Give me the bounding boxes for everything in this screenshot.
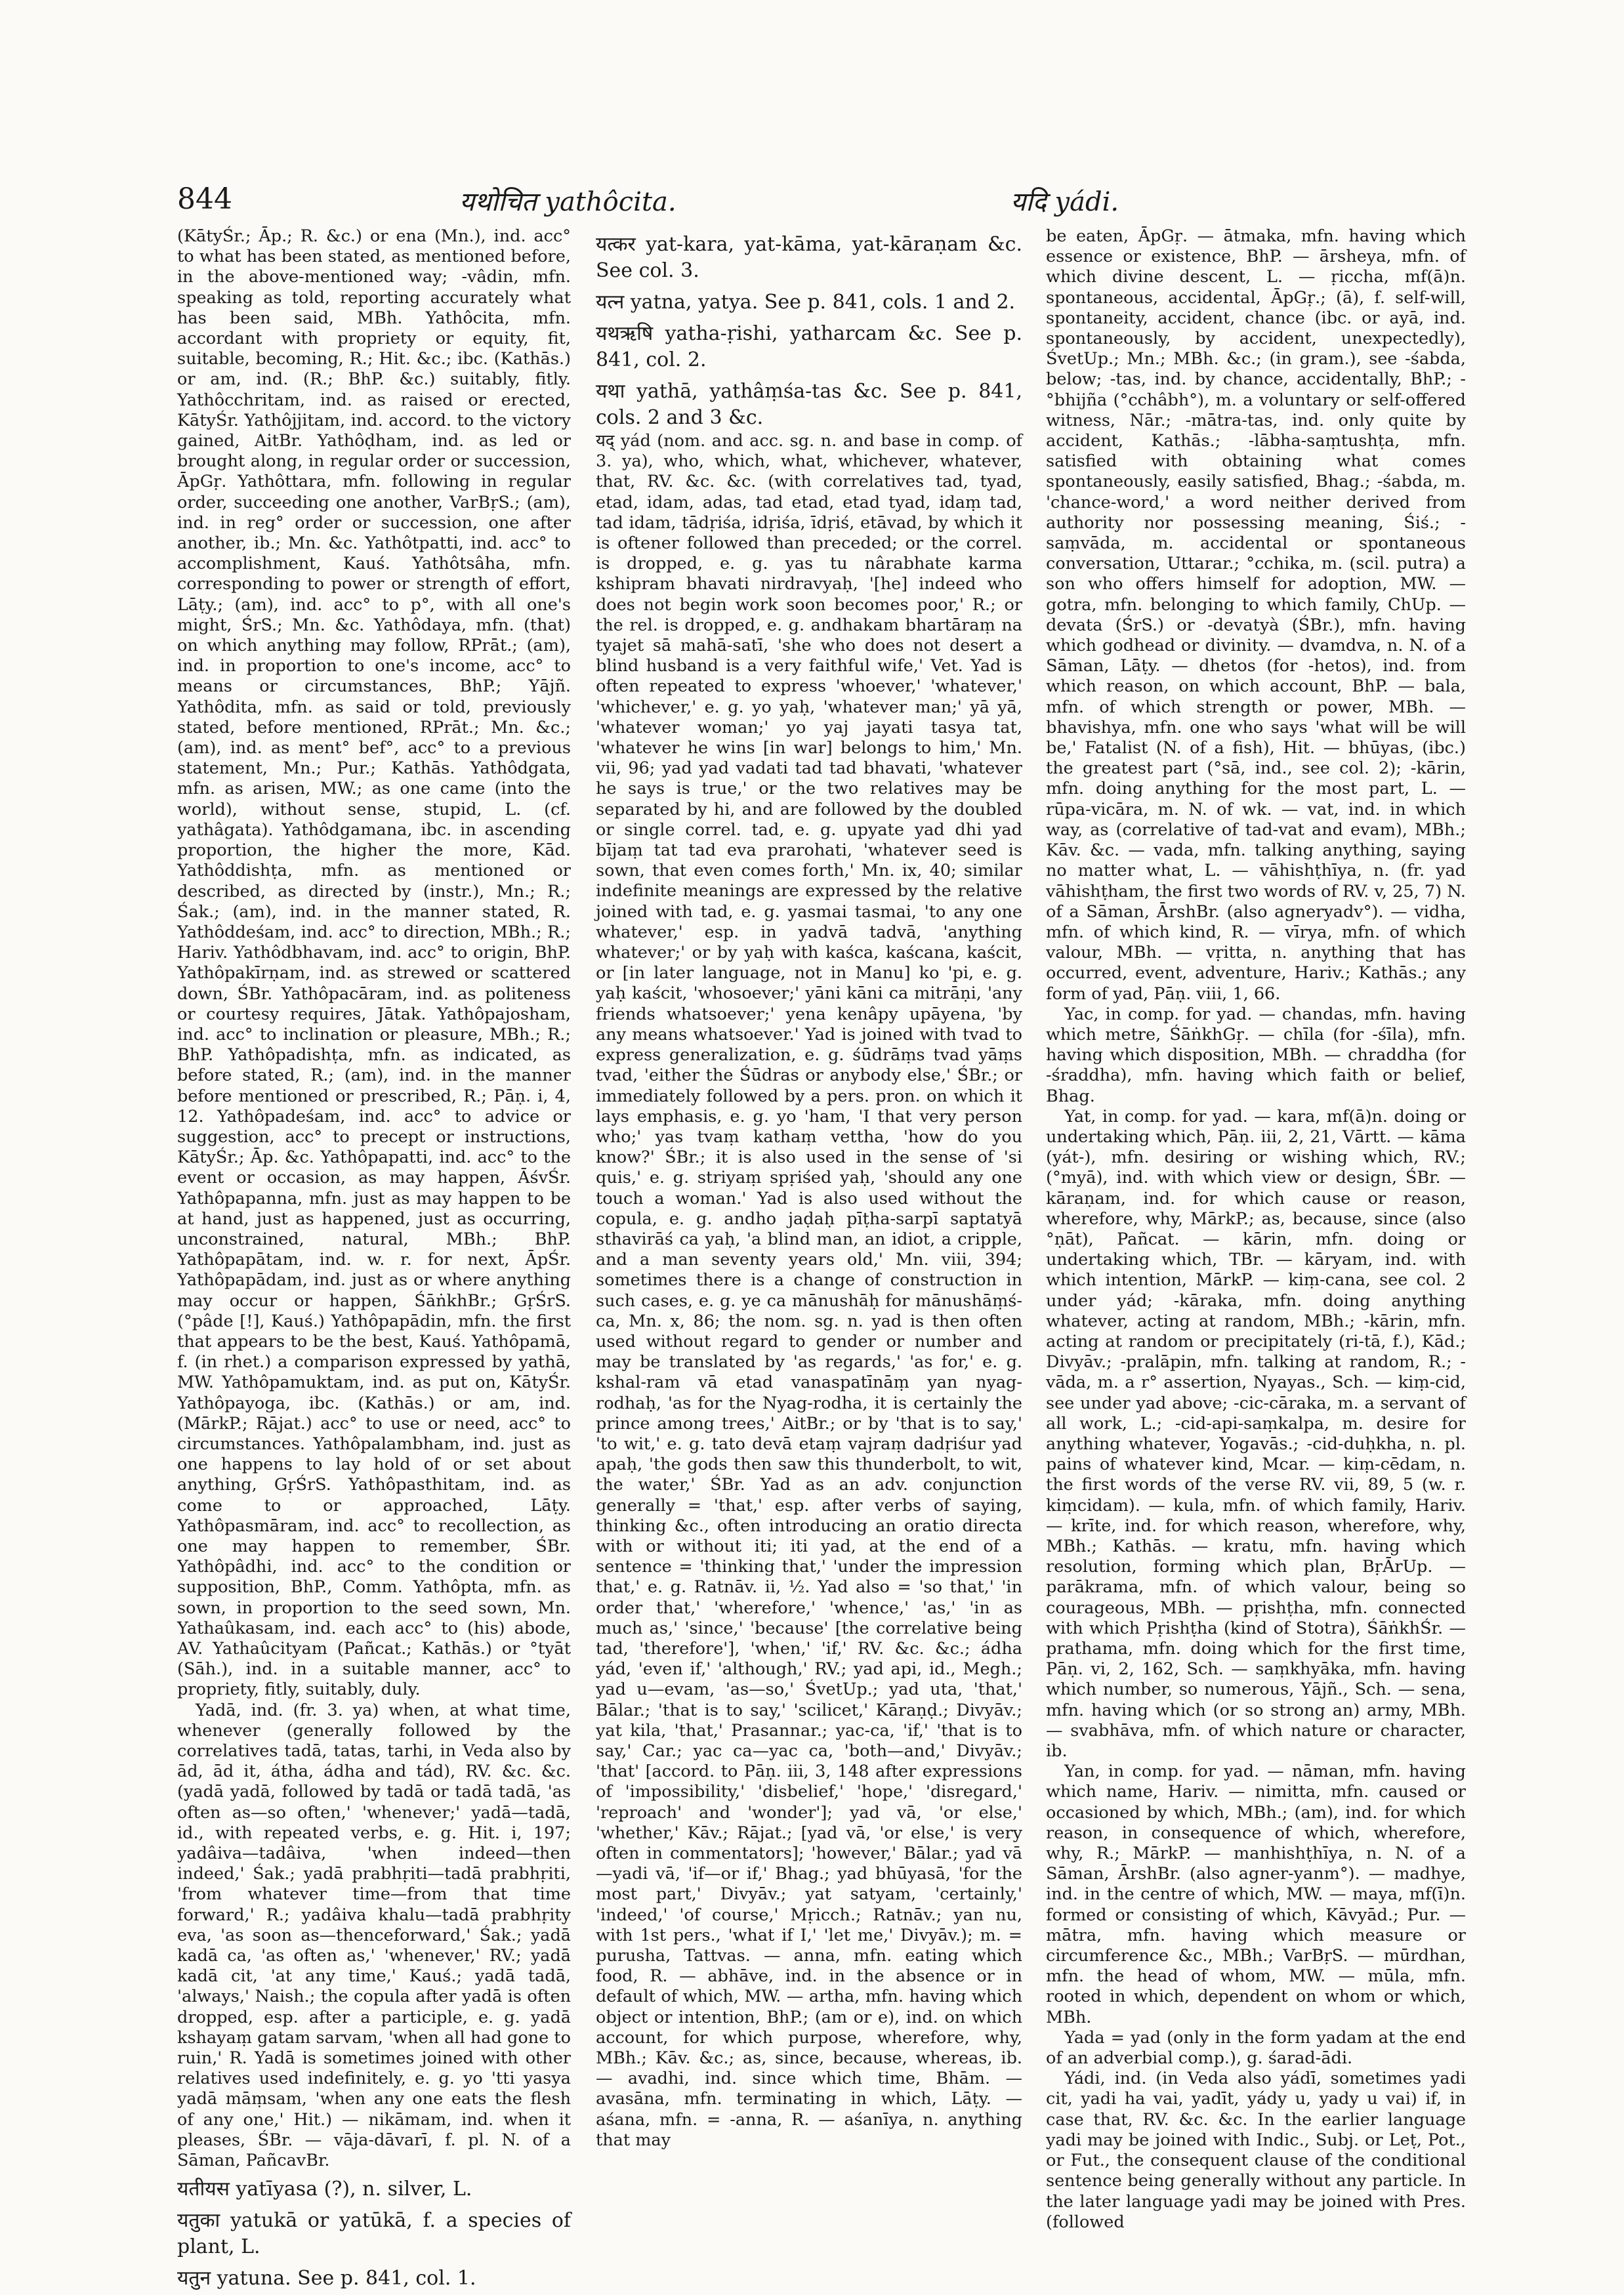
running-header xyxy=(177,177,1444,219)
entry-yadi: Yádi, ind. (in Veda also yádī, sometimes yadi cit, yadi ha vai, yadīt, yády u, yady u vai) if, in case that, RV. &c. &c. In the earlier language yadi may be joined with Indic., Subj. or Leṭ, Pot., or Fut., the consequent clause of the conditional sentence being generally without any particle. In the later language yadi may be joined with Pres. (followed xyxy=(1046,2069,1466,2232)
entry-yac: Yac, in comp. for yad. — chandas, mfn. having which metre, ŚāṅkhGṛ. — chīla (for -śīla), mfn. having which disposition, MBh. — chraddha (for -śraddha), mfn. having which faith or belief, Bhag. xyxy=(1046,1004,1466,1106)
entry-yan: Yan, in comp. for yad. — nāman, mfn. having which name, Hariv. — nimitta, mfn. caused or occasioned by which, MBh.; (am), ind. for which reason, in consequence of which, wherefore, why, R.; MārkP. — manhishṭhīya, n. N. of a Sāman, ĀrshBr. (also agner-yanm°). — madhye, ind. in the centre of which, MW. — maya, mf(ī)n. formed or consisting of which, Kāvyād.; Pur. — mātra, mfn. having which measure or circumference &c., MBh.; VarBṛS. — mūrdhan, mfn. the head of whom, MW. — mūla, mfn. rooted in which, dependent on whom or which, MBh. xyxy=(1046,1762,1466,2027)
left-headword: यथोचित yathôcita. xyxy=(459,187,677,217)
paragraph: be eaten, ĀpGṛ. — ātmaka, mfn. having which essence or existence, BhP. — ārsheya, mfn. of which divine descent, L. — ṛiccha, mf(ā)n. spontaneous, accidental, ĀpGṛ.; (ā), f. self-will, spontaneity, accident, chance (ibc. or ayā, ind. spontaneously, by accident, unexpectedly), ŚvetUp.; Mn.; MBh. &c.; (in gram.), see -śabda, below; -tas, ind. by chance, accidentally, BhP.; -°bhijña (°cchâbh°), m. a voluntary or self-offered witness, Nār.; -mātra-tas, ind. only quite by accident, Kathās.; -lābha-saṃtushṭa, mfn. satisfied with obtaining what comes spontaneously, easily satisfied, Bhag.; -śabda, m. 'chance-word,' a word neither derived from authority nor possessing meaning, Śiś.; -saṃvāda, m. accidental or spontaneous conversation, Uttarar.; °cchika, m. (scil. putra) a son who offers himself for adoption, MW. — gotra, mfn. belonging to which family, ChUp. — devata (ŚrS.) or -devatyà (ŚBr.), mfn. having which godhead or divinity. — dvamdva, n. N. of a Sāman, Lāṭy. — dhetos (for -hetos), ind. from which reason, on which account, BhP. — bala, mfn. of which strength or power, MBh. — bhavishya, mfn. one who says 'what will be will be,' Fatalist (N. of a fish), Hit. — bhūyas, (ibc.) the greatest part (°sā, ind., see col. 2); -kārin, mfn. doing anything for the most part, L. — rūpa-vicāra, m. N. of wk. — vat, ind. in which way, as (correlative of tad-vat and evam), MBh.; Kāv. &c. — vada, mfn. talking anything, saying no matter what, L. — vāhishṭhīya, n. (fr. yad vāhishṭham, the first two words of RV. v, 25, 7) N. of a Sāman, ĀrshBr. (also agneryadv°). — vidha, mfn. of which kind, R. — vīrya, mfn. of which valour, MBh. — vṛitta, n. anything that has occurred, event, adventure, Hariv.; Kathās.; any form of yad, Pāṇ. viii, 1, 66. xyxy=(1046,226,1466,1004)
entry-yatuna: यतुन yatuna. See p. 841, col. 1. xyxy=(177,2267,476,2290)
column-1 xyxy=(177,226,571,2290)
paragraph: Yadā, ind. (fr. 3. ya) when, at what time, whenever (generally followed by the correlatives tadā, tatas, tarhi, in Veda also by ād, ād it, átha, ádha and tád), RV. &c. &c. (yadā yadā, followed by tadā or tadā tadā, 'as often as—so often,' 'whenever;' yadā—tadā, id., with repeated verbs, e. g. Hit. i, 197; yadâiva—tadâiva, 'when indeed—then indeed,' Śak.; yadā prabhṛiti—tadā prabhṛiti, 'from whatever time—from that time forward,' R.; yadâiva khalu—tadā prabhṛity eva, 'as soon as—thenceforward,' Śak.; yadā kadā ca, 'as often as,' 'whenever,' RV.; yadā kadā cit, 'at any time,' Kauś.; yadā tadā, 'always,' Naish.; the copula after yadā is often dropped, esp. after a participle, e. g. yadā kshayaṃ gatam sarvam, 'when all had gone to ruin,' R. Yadā is sometimes joined with other relatives used indefinitely, e. g. yo 'tti yasya yadā māṃsam, 'when any one eats the flesh of any one,' Hit.) — nikāmam, ind. when it pleases, ŚBr. — vāja-dāvarī, f. pl. N. of a Sāman, PañcavBr. xyxy=(177,1700,571,2171)
right-headword: यदि yádi. xyxy=(1010,187,1119,217)
column-2 xyxy=(596,226,1022,2260)
entry-yatuka: यतुका yatukā or yatūkā, f. a species of plant, L. xyxy=(177,2209,571,2259)
paragraph: (KātyŚr.; Āp.; R. &c.) or ena (Mn.), ind. acc° to what has been stated, as mentioned before, in the above-mentioned way; -vâdin, mfn. speaking as told, reporting accurately what has been said, MBh. Yathôcita, mfn. accordant with propriety or equity, fit, suitable, becoming, R.; Hit. &c.; ibc. (Kathās.) or am, ind. (R.; BhP. &c.) suitably, fitly. Yathôcchritam, ind. as raised or erected, KātyŚr. Yathôjjitam, ind. accord. to the victory gained, AitBr. Yathôḍham, ind. as led or brought along, in regular order or succession, ĀpGṛ. Yathôttara, mfn. following in regular order, succeeding one another, VarBṛS.; (am), ind. in reg° order or succession, one after another, ib.; Mn. &c. Yathôtpatti, ind. acc° to accomplishment, Kauś. Yathôtsâha, mfn. corresponding to power or strength of effort, Lāṭy.; (am), ind. acc° to p°, with all one's might, ŚrS.; Mn. &c. Yathôdaya, mfn. (that) on which anything may follow, RPrāt.; (am), ind. in proportion to one's income, acc° to means or circumstances, BhP.; Yājñ. Yathôdita, mfn. as said or told, previously stated, before mentioned, RPrāt.; Mn. &c.; (am), ind. as ment° bef°, acc° to a previous statement, Mn.; Pur.; Kathās. Yathôdgata, mfn. as arisen, MW.; as one came (into the world), without sense, stupid, L. (cf. yathâgata). Yathôdgamana, ibc. in ascending proportion, the higher the more, Kād. Yathôddishṭa, mfn. as mentioned or described, as directed by (instr.), Mn.; R.; Śak.; (am), ind. in the manner stated, R. Yathôddeśam, ind. acc° to direction, MBh.; R.; Hariv. Yathôdbhavam, ind. acc° to origin, BhP. Yathôpakīrṇam, ind. as strewed or scattered down, ŚBr. Yathôpacāram, ind. as politeness or courtesy requires, Jātak. Yathôpajosham, ind. acc° to inclination or pleasure, MBh.; R.; BhP. Yathôpadishṭa, mfn. as indicated, as before stated, R.; (am), ind. in the manner before mentioned or prescribed, R.; Pāṇ. i, 4, 12. Yathôpadeśam, ind. acc° to advice or suggestion, acc° to precept or instructions, KātyŚr.; Āp. &c. Yathôpapatti, ind. acc° to the event or occasion, as may happen, ĀśvŚr. Yathôpapanna, mfn. just as may happen to be at hand, just as happened, just as occurring, unconstrained, natural, MBh.; BhP. Yathôpapātam, ind. w. r. for next, ĀpŚr. Yathôpapādam, ind. just as or where anything may occur or happen, ŚāṅkhBr.; GṛŚrS. (°pâde [!], Kauś.) Yathôpapādin, mfn. the first that appears to be the best, Kauś. Yathôpamā, f. (in rhet.) a comparison expressed by yathā, MW. Yathôpamuktam, ind. as put on, KātyŚr. Yathôpayoga, ibc. (Kathās.) or am, ind. (MārkP.; Rājat.) acc° to use or need, acc° to circumstances. Yathôpalambham, ind. just as one happens to lay hold of or set about anything, GṛŚrS. Yathôpasthitam, ind. as come to or approached, Lāṭy. Yathôpasmāram, ind. acc° to recollection, as one may happen to remember, ŚBr. Yathôpâdhi, ind. acc° to the condition or supposition, BhP., Comm. Yathôpta, mfn. as sown, in proportion to the seed sown, Mn. Yathaûkasam, ind. each acc° to (his) abode, AV. Yathaûcityam (Pañcat.; Kathās.) or °tyāt (Sāh.), ind. in a suitable manner, acc° to propriety, fitly, suitably, duly. xyxy=(177,226,571,1700)
entry-yatha-rishi: यथऋषि yatha-ṛishi, yatharcam &c. See p. 841, col. 2. xyxy=(596,322,1022,371)
entry-yat-kara: यत्कर yat-kara, yat-kāma, yat-kāraṇam &c. See col. 3. xyxy=(596,233,1022,282)
entry-yada: Yada = yad (only in the form yadam at the end of an adverbial comp.), g. śarad-ādi. xyxy=(1046,2027,1466,2069)
entry-yatiyasa: यतीयस yatīyasa (?), n. silver, L. xyxy=(177,2178,472,2201)
entry-yatha: यथा yathā, yathâṃśa-tas &c. See p. 841, cols. 2 and 3 &c. xyxy=(596,380,1022,429)
entry-yat: Yat, in comp. for yad. — kara, mf(ā)n. doing or undertaking which, Pāṇ. iii, 2, 21, Vārtt. — kāma (yát-), mfn. desiring or wishing which, RV.; (°myā), ind. with which view or design, ŚBr. — kāraṇam, ind. for which cause or reason, wherefore, why, MārkP.; as, because, since (also °ṇāt), Pañcat. — kārin, mfn. doing or undertaking which, TBr. — kāryam, ind. with which intention, MārkP. — kiṃ-cana, see col. 2 under yád; -kāraka, mfn. doing anything whatever, acting at random, MBh.; -kārin, mfn. acting at random or precipitately (ri-tā, f.), Kād.; Divyāv.; -pralāpin, mfn. talking at random, R.; -vāda, m. a r° assertion, Nyayas., Sch. — kiṃ-cid, see under yad above; -cic-cāraka, m. a servant of all work, L.; -cid-api-saṃkalpa, m. desire for anything whatever, Yogavās.; -cid-duḥkha, n. pl. pains of whatever kind, Mcar. — kiṃ-cēdam, n. the first words of the verse RV. vii, 89, 5 (w. r. kiṃcidam). — kula, mfn. of which family, Hariv. — krīte, ind. for which reason, wherefore, why, MBh.; Kathās. — kratu, mfn. having which resolution, forming which plan, BṛĀrUp. — parākrama, mfn. of which valour, being so courageous, MBh. — pṛishṭha, mfn. connected with which Pṛishṭha (kind of Stotra), ŚāṅkhŚr. — prathama, mfn. doing which for the first time, Pāṇ. vi, 2, 162, Sch. — saṃkhyāka, mfn. having which number, so numerous, Yājñ., Sch. — sena, mfn. having which (or so strong an) army, MBh. — svabhāva, mfn. of which nature or character, ib. xyxy=(1046,1106,1466,1762)
column-3 xyxy=(1046,226,1466,2260)
entry-yatna: यत्न yatna, yatya. See p. 841, cols. 1 and 2. xyxy=(596,291,1016,314)
page-number: 844 xyxy=(177,182,232,216)
entry-yad: यद् yád (nom. and acc. sg. n. and base in comp. of 3. ya), who, which, what, whichever, whatever, that, RV. &c. &c. (with correlatives tad, tyad, etad, idam, adas, tad etad, etad tyad, idaṃ tad, tad idam, tādṛiśa, idṛiśa, īdṛiś, etāvad, by which it is oftener followed than preceded; or the correl. is dropped, e. g. yas tu nârabhate karma kshipram bhavati nirdravyaḥ, '[he] indeed who does not begin work soon becomes poor,' R.; or the rel. is dropped, e. g. andhakam bhartāraṃ na tyajet sā mahā-satī, 'she who does not desert a blind husband is a very faithful wife,' Vet. Yad is often repeated to express 'whoever,' 'whatever,' 'whichever,' e. g. yo yaḥ, 'whatever man;' yā yā, 'whatever woman;' yo yaj jayati tasya tat, 'whatever he wins [in war] belongs to him,' Mn. vii, 96; yad yad vadati tad tad bhavati, 'whatever he says is true,' or the two relatives may be separated by hi, and are followed by the doubled or single correl. tad, e. g. upyate yad dhi yad bījaṃ tat tad eva prarohati, 'whatever seed is sown, that even comes forth,' Mn. ix, 40; similar indefinite meanings are expressed by the relative joined with tad, e. g. yasmai tasmai, 'to any one whatever,' esp. in yadvā tadvā, 'anything whatever;' or by yaḥ with kaśca, kaścana, kaścit, or [in later language, not in Manu] ko 'pi, e. g. yaḥ kaścit, 'whosoever;' yāni kāni ca mitrāṇi, 'any friends whatsoever;' yena kenâpy upāyena, 'by any means whatsoever.' Yad is joined with tvad to express generalization, e. g. śūdrāṃs tvad yāṃs tvad, 'either the Śūdras or anybody else,' ŚBr.; or immediately followed by a pers. pron. on which it lays emphasis, e. g. yo 'ham, 'I that very person who;' yas tvaṃ kathaṃ vettha, 'how do you know?' ŚBr.; it is also used in the sense of 'si quis,' e. g. striyaṃ spṛiśed yaḥ, 'should any one touch a woman.' Yad is also used without the copula, e. g. andho jaḍaḥ pīṭha-sarpī saptatyā sthavirāś ca yaḥ, 'a blind man, an idiot, a cripple, and a man seventy years old,' Mn. viii, 394; sometimes there is a change of construction in such cases, e. g. ye ca mānushāḥ for mānushāṃś-ca, Mn. x, 86; the nom. sg. n. yad is then often used without regard to gender or number and may be translated by 'as regards,' 'as for,' e. g. kshal-ram vā etad vanaspatīnāṃ yan nyag-rodhaḥ, 'as for the Nyag-rodha, it is certainly the prince among trees,' AitBr.; or by 'that is to say,' 'to wit,' e. g. tato devā etaṃ vajraṃ dadṛiśur yad apaḥ, 'the gods then saw this thunderbolt, to wit, the water,' ŚBr. Yad as an adv. conjunction generally = 'that,' esp. after verbs of saying, thinking &c., often introducing an oratio directa with or without iti; iti yad, at the end of a sentence = 'thinking that,' 'under the impression that,' e. g. Ratnāv. ii, ½. Yad also = 'so that,' 'in order that,' 'wherefore,' 'whence,' 'as,' 'in as much as,' 'since,' 'because' [the correlative being tad, 'therefore'], 'when,' 'if,' RV. &c. &c.; ádha yád, 'even if,' 'although,' RV.; yad api, id., Megh.; yad u—evam, 'as—so,' ŚvetUp.; yad uta, 'that,' Bālar.; 'that is to say,' 'scilicet,' Kāraṇḍ.; Divyāv.; yat kila, 'that,' Prasannar.; yac-ca, 'if,' 'that is to say,' Car.; yac ca—yac ca, 'both—and,' Divyāv.; 'that' [accord. to Pāṇ. iii, 3, 148 after expressions of 'impossibility,' 'disbelief,' 'hope,' 'disregard,' 'reproach' and 'wonder']; yad vā, 'or else,' 'whether,' Kāv.; Rājat.; [yad vā, 'or else,' is very often in commentators]; 'however,' Bālar.; yad vā—yadi vā, 'if—or if,' Bhag.; yad bhūyasā, 'for the most part,' Divyāv.; yat satyam, 'certainly,' 'indeed,' 'of course,' Mṛicch.; Ratnāv.; yan nu, with 1st pers., 'what if I,' 'let me,' Divyāv.); m. = purusha, Tattvas. — anna, mfn. eating which food, R. — abhāve, ind. in the absence or in default of which, MW. — artha, mfn. having which object or intention, BhP.; (am or e), ind. on which account, for which purpose, wherefore, why, MBh.; Kāv. &c.; as, since, because, whereas, ib. — avadhi, ind. since which time, Bhām. — avasāna, mfn. terminating in which, Lāṭy. — aśana, mfn. = -anna, R. — aśanīya, n. anything that may xyxy=(596,431,1022,2150)
